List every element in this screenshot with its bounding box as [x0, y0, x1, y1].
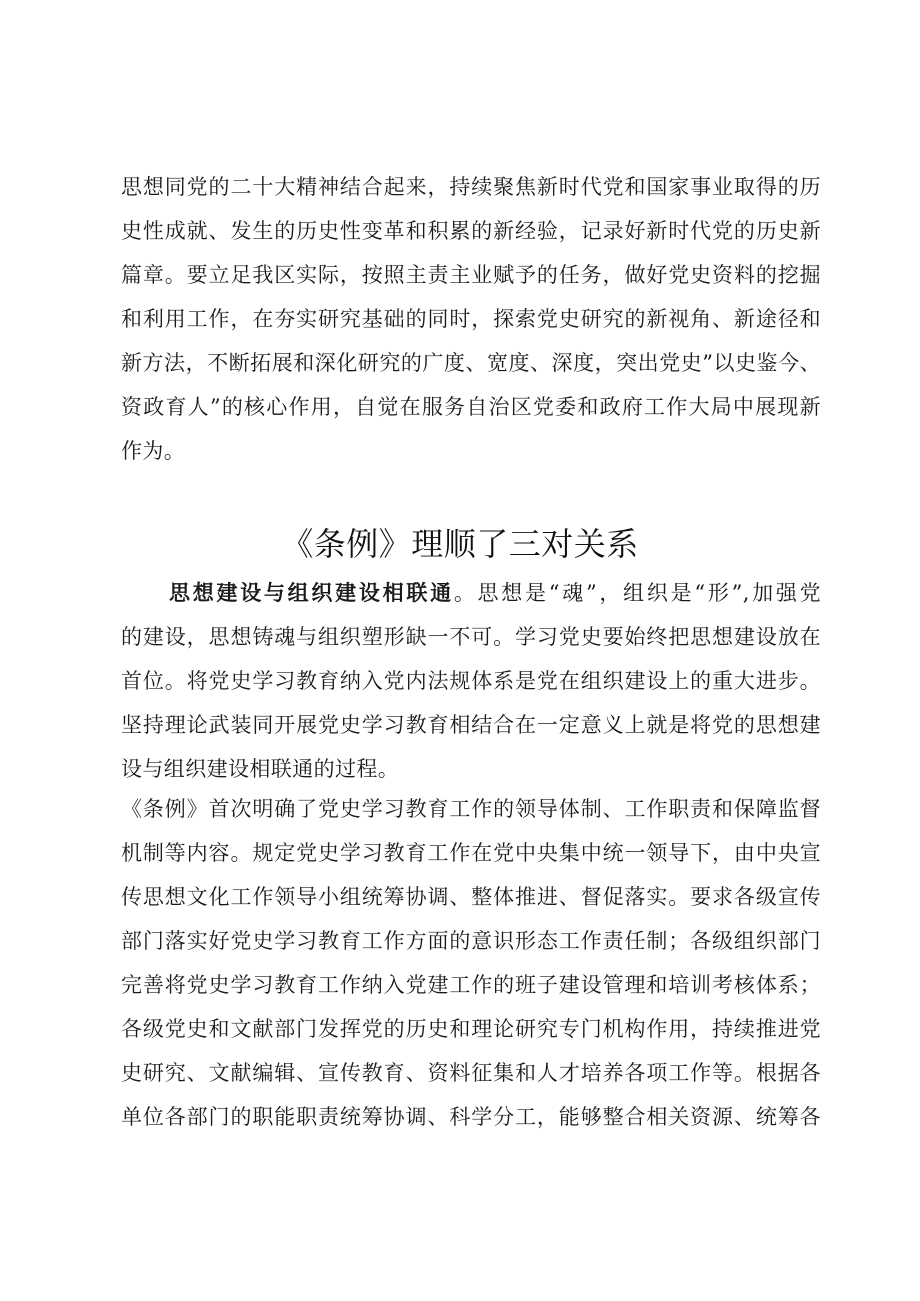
paragraph-2-line-1	[121, 578, 821, 608]
paragraph-2-line-2: 的建设，思想铸魂与组织塑形缺一不可。学习党史要始终把思想建设放在	[121, 625, 821, 649]
paragraph-2-lead-bold: 思想建设与组织建设相联通	[169, 581, 454, 605]
paragraph-3-line-2: 机制等内容。规定党史学习教育工作在党中央集中统一领导下，由中央宣	[121, 841, 821, 865]
paragraph-2	[121, 578, 821, 784]
paragraph-3-line-6: 各级党史和文献部门发挥党的历史和理论研究专门机构作用，持续推进党	[121, 1017, 821, 1041]
paragraph-3-line-4: 部门落实好党史学习教育工作方面的意识形态工作责任制；各级组织部门	[121, 929, 821, 953]
paragraph-1-line-4: 和利用工作，在夯实研究基础的同时，探索党史研究的新视角、新途径和	[121, 307, 821, 331]
paragraph-1-line-7: 作为。	[121, 439, 186, 463]
paragraph-1-line-5: 新方法，不断拓展和深化研究的广度、宽度、深度，突出党史”以史鉴今、	[121, 351, 821, 375]
paragraph-3	[121, 794, 821, 1132]
paragraph-2-line-5: 设与组织建设相联通的过程。	[121, 757, 400, 781]
paragraph-2-line-3: 首位。将党史学习教育纳入党内法规体系是党在组织建设上的重大进步。	[121, 669, 821, 693]
paragraph-3-line-3: 传思想文化工作领导小组统筹协调、整体推进、督促落实。要求各级宣传	[121, 885, 821, 909]
paragraph-3-line-1: 《条例》首次明确了党史学习教育工作的领导体制、工作职责和保障监督	[121, 797, 821, 821]
paragraph-2-line-4: 坚持理论武装同开展党史学习教育相结合在一定意义上就是将党的思想建	[121, 713, 821, 737]
paragraph-3-line-8: 单位各部门的职能职责统筹协调、科学分工，能够整合相关资源、统筹各	[121, 1105, 821, 1129]
paragraph-3-line-7: 史研究、文献编辑、宣传教育、资料征集和人才培养各项工作等。根据各	[121, 1061, 821, 1085]
section-heading: 《条例》理顺了三对关系	[281, 525, 639, 563]
paragraph-1	[121, 172, 821, 466]
paragraph-1-line-2: 史性成就、发生的历史性变革和积累的新经验，记录好新时代党的历史新	[121, 219, 821, 243]
paragraph-1-line-1: 思想同党的二十大精神结合起来，持续聚焦新时代党和国家事业取得的历	[121, 175, 821, 199]
paragraph-3-line-5: 完善将党史学习教育工作纳入党建工作的班子建设管理和培训考核体系；	[121, 973, 821, 997]
paragraph-1-line-3: 篇章。要立足我区实际，按照主责主业赋予的任务，做好党史资料的挖掘	[121, 263, 821, 287]
paragraph-1-line-6: 资政育人”的核心作用，自觉在服务自治区党委和政府工作大局中展现新	[121, 395, 821, 419]
paragraph-2-line-1-rest: 。思想是“魂”，组织是“形”,加强党	[453, 581, 821, 605]
